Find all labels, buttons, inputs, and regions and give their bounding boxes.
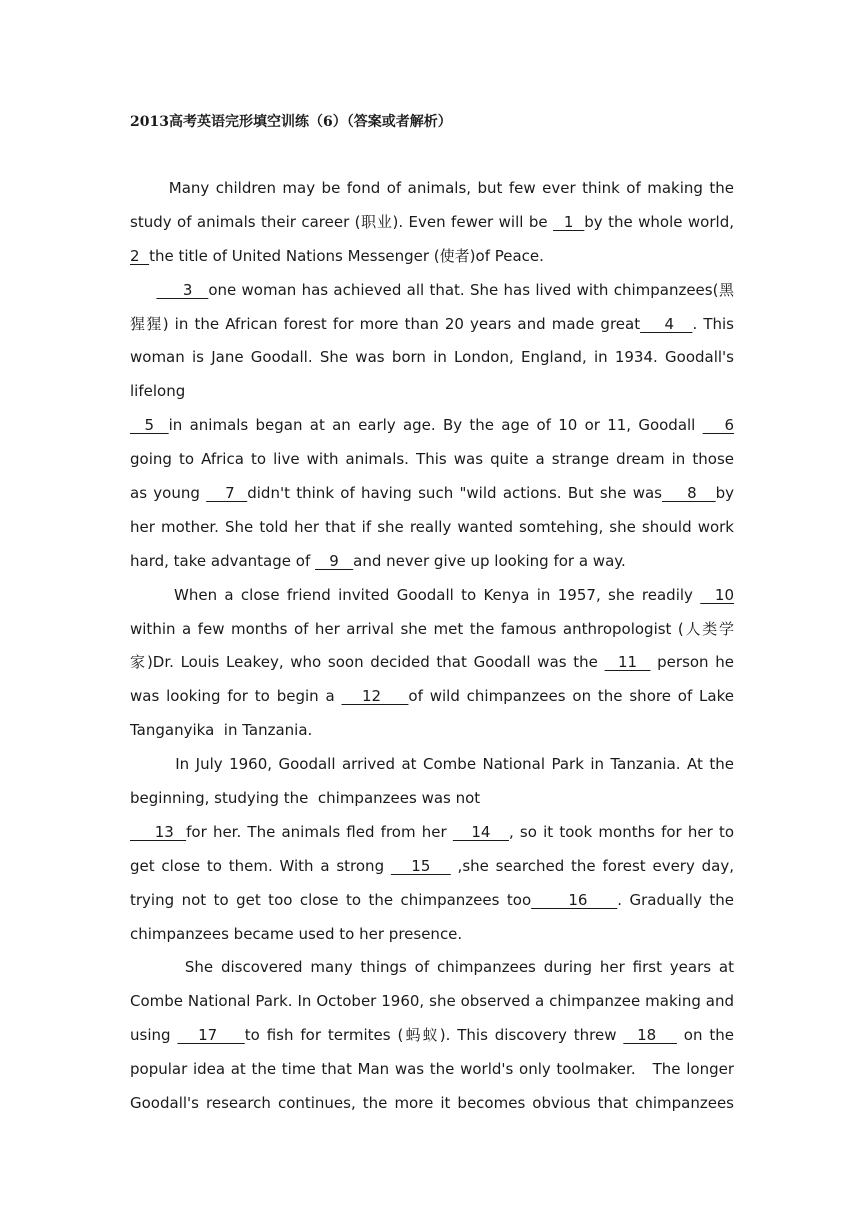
passage-line bbox=[130, 816, 734, 850]
passage-text: , so it took months for her to bbox=[508, 822, 734, 841]
passage-text: hard, take advantage of bbox=[130, 551, 315, 570]
passage-line bbox=[130, 511, 734, 545]
blank-number: 9 bbox=[315, 551, 354, 570]
passage-text: popular idea at the time that Man was the world's only toolmaker. The longer bbox=[130, 1060, 734, 1079]
passage-body bbox=[130, 172, 734, 1121]
passage-line bbox=[130, 918, 734, 952]
blank-number: 4 bbox=[640, 314, 693, 333]
passage-line bbox=[130, 172, 734, 206]
passage-text: as young bbox=[130, 484, 207, 503]
passage-text: beginning, studying the chimpanzees was not bbox=[130, 789, 481, 808]
document-title: 2013高考英语完形填空训练（6）（答案或者解析） bbox=[130, 114, 452, 130]
blank-number: 10 bbox=[700, 585, 734, 604]
blank-number: 5 bbox=[130, 416, 169, 435]
passage-line bbox=[130, 409, 734, 443]
passage-line bbox=[130, 1019, 734, 1053]
passage-text: get close to them. With a strong bbox=[130, 856, 391, 875]
blank-number: 8 bbox=[661, 484, 716, 503]
chinese-gloss: 使者 bbox=[439, 246, 470, 265]
passage-line bbox=[130, 680, 734, 714]
blank-number: 6 bbox=[702, 416, 734, 435]
passage-line bbox=[130, 477, 734, 511]
passage-line bbox=[130, 274, 734, 308]
passage-text: Combe National Park. In October 1960, she observed a chimpanzee making and bbox=[130, 992, 734, 1011]
blank-number: 18 bbox=[623, 1026, 677, 1045]
passage-line bbox=[130, 985, 734, 1019]
passage-line bbox=[130, 1087, 734, 1121]
blank-number: 7 bbox=[206, 484, 248, 503]
passage-text: She discovered many things of chimpanzees during her first years at bbox=[130, 958, 734, 977]
chinese-gloss: 蚂蚁 bbox=[403, 1026, 440, 1045]
blank-number: 11 bbox=[604, 653, 651, 672]
passage-line bbox=[130, 884, 734, 918]
blank-number: 15 bbox=[390, 856, 451, 875]
passage-line bbox=[130, 341, 734, 375]
passage-line bbox=[130, 579, 734, 613]
passage-text: trying not to get too close to the chimpanzees too bbox=[130, 890, 532, 909]
passage-text: didn't think of having such "wild actions. But she was bbox=[247, 484, 662, 503]
passage-line bbox=[130, 545, 734, 579]
blank-number: 16 bbox=[531, 890, 618, 909]
passage-text: was looking for to begin a bbox=[130, 687, 342, 706]
passage-text: )Dr. Louis Leakey, who soon decided that Goodall was the bbox=[146, 653, 605, 672]
passage-text: )of Peace. bbox=[469, 246, 544, 265]
chinese-gloss: 家 bbox=[130, 653, 147, 672]
passage-text: the title of United Nations Messenger ( bbox=[149, 246, 440, 265]
passage-text: ). This discovery threw bbox=[439, 1026, 624, 1045]
passage-text: person he bbox=[650, 653, 734, 672]
passage-text: within a few months of her arrival she met the famous anthropologist ( bbox=[130, 619, 684, 638]
passage-line bbox=[130, 782, 734, 816]
passage-text: to fish for termites ( bbox=[244, 1026, 404, 1045]
passage-line bbox=[130, 443, 734, 477]
blank-number: 17 bbox=[177, 1026, 245, 1045]
passage-text: by the whole world, bbox=[584, 212, 734, 231]
passage-text: chimpanzees became used to her presence. bbox=[130, 924, 463, 943]
passage-text: ). Even fewer will be bbox=[392, 212, 554, 231]
passage-text: of wild chimpanzees on the shore of Lake bbox=[408, 687, 734, 706]
chinese-gloss: 猩猩 bbox=[130, 314, 163, 333]
blank-number: 14 bbox=[452, 822, 509, 841]
passage-line bbox=[130, 1053, 734, 1087]
passage-text: study of animals their career ( bbox=[130, 212, 361, 231]
passage-text: her mother. She told her that if she really wanted somtehing, she should work bbox=[130, 517, 734, 536]
blank-number: 2 bbox=[130, 246, 150, 265]
passage-line bbox=[130, 375, 734, 409]
chinese-gloss: 人类学 bbox=[683, 619, 734, 638]
passage-text: going to Africa to live with animals. This was quite a strange dream in those bbox=[130, 450, 734, 469]
passage-line bbox=[130, 748, 734, 782]
blank-number: 12 bbox=[341, 687, 409, 706]
passage-text: on the bbox=[676, 1026, 734, 1045]
passage-text: woman is Jane Goodall. She was born in London, England, in 1934. Goodall's bbox=[130, 348, 734, 367]
blank-number: 1 bbox=[553, 212, 585, 231]
passage-text: When a close friend invited Goodall to Kenya in 1957, she readily bbox=[130, 585, 701, 604]
passage-text: . Gradually the bbox=[617, 890, 734, 909]
chinese-gloss: 黑 bbox=[718, 280, 734, 299]
passage-text: . This bbox=[692, 314, 734, 333]
passage-text: Tanganyika in Tanzania. bbox=[130, 721, 313, 740]
passage-text: using bbox=[130, 1026, 178, 1045]
passage-text: Many children may be fond of animals, but few ever think of making the bbox=[130, 179, 734, 197]
passage-text: and never give up looking for a way. bbox=[353, 551, 626, 570]
passage-text: by bbox=[715, 484, 734, 503]
passage-text: Goodall's research continues, the more it becomes obvious that chimpanzees bbox=[130, 1094, 734, 1113]
passage-line bbox=[130, 613, 734, 647]
chinese-gloss: 职业 bbox=[360, 212, 393, 231]
passage-text: one woman has achieved all that. She has lived with chimpanzees( bbox=[208, 280, 719, 299]
passage-text bbox=[130, 281, 156, 299]
passage-text: in animals began at an early age. By the age of 10 or 11, Goodall bbox=[168, 416, 703, 435]
passage-line bbox=[130, 206, 734, 240]
passage-line bbox=[130, 714, 734, 748]
passage-line bbox=[130, 951, 734, 985]
blank-number: 3 bbox=[156, 280, 209, 299]
passage-text: ) in the African forest for more than 20 years and made great bbox=[162, 314, 641, 333]
passage-line bbox=[130, 308, 734, 342]
passage-text: lifelong bbox=[130, 382, 186, 401]
passage-line bbox=[130, 850, 734, 884]
blank-number: 13 bbox=[130, 822, 187, 841]
passage-text: for her. The animals fled from her bbox=[186, 822, 453, 841]
passage-line bbox=[130, 646, 734, 680]
passage-text: In July 1960, Goodall arrived at Combe National Park in Tanzania. At the bbox=[130, 755, 734, 774]
passage-line bbox=[130, 240, 734, 274]
passage-text: ,she searched the forest every day, bbox=[450, 856, 734, 875]
